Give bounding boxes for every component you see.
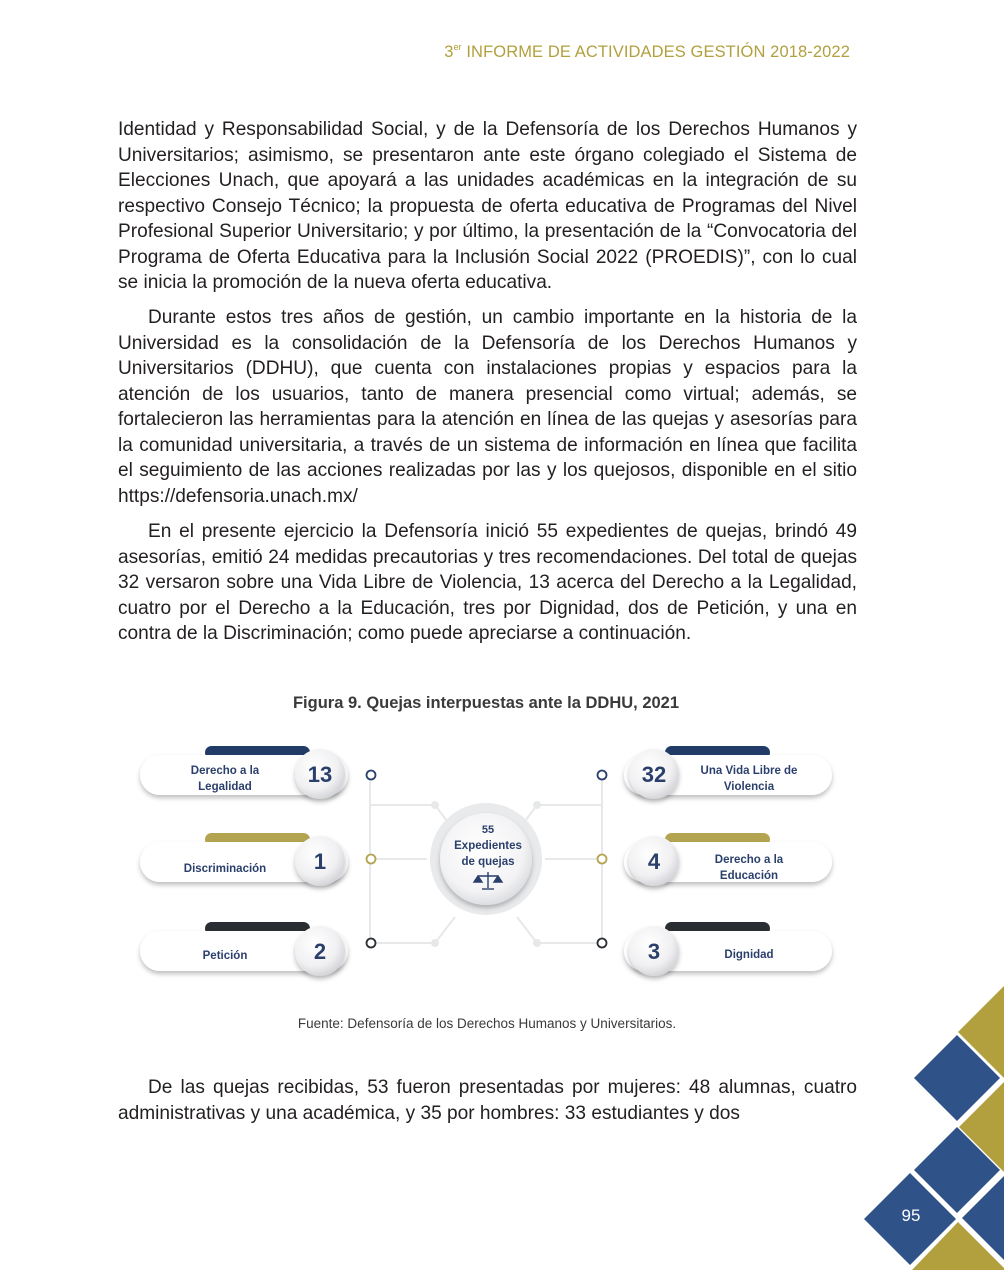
- corner-decoration: [860, 984, 1004, 1270]
- violencia-label-1: Una Vida Libre de: [700, 765, 798, 777]
- body-paragraph-3: En el presente ejercicio la Defensoría inició 55 expedientes de quejas, brindó 49 asesorías, emitió 24 medidas precautorias y tres recomendaciones. Del total de quejas 32 versaron sobre una Vida Libre de Violencia, 13 acerca del Derecho a la Legalidad, cuatro por el Derecho a la Educación, tres por Dignidad, dos de Petición, y una en contra de la Discriminación; como puede apreciarse a continuación.: [118, 521, 857, 644]
- right-item-educacion: [598, 833, 833, 886]
- figure-source: Fuente: Defensoría de los Derechos Humanos y Universitarios.: [297, 1016, 677, 1031]
- educacion-label-1: Derecho a la: [714, 854, 784, 866]
- violencia-node: [598, 771, 607, 780]
- legalidad-label-2: Legalidad: [198, 781, 252, 793]
- peticion-value: 2: [313, 939, 327, 964]
- violencia-value: 32: [641, 762, 667, 787]
- right-item-dignidad: [598, 922, 833, 976]
- discriminacion-value: 1: [313, 849, 327, 874]
- dignidad-value: 3: [647, 939, 661, 964]
- center-count: 55: [481, 824, 495, 836]
- body-paragraph-1: Identidad y Responsabilidad Social, y de la Defensoría de los Derechos Humanos y Universitarios; asimismo, se presentaron ante este órgano colegiado el Sistema de Elecciones Unach, que apoyará a las unidades académicas en la integración de su respectivo Consejo Técnico; la propuesta de oferta educativa de Programas del Nivel Profesional Superior Universitario; y por último, la presentación de la “Convocatoria del Programa de Oferta Educativa para la Inclusión Social 2022 (PROEDIS)”, con lo cual se inicia la promoción de la nueva oferta educativa.: [118, 119, 857, 293]
- header-ordinal: er: [453, 42, 462, 52]
- legalidad-value: 13: [307, 762, 333, 787]
- left-item-peticion: [140, 922, 376, 976]
- body-paragraph-4: De las quejas recibidas, 53 fueron presentadas por mujeres: 48 alumnas, cuatro administrativas y una académica, y 35 por hombres: 33 estudiantes y dos: [118, 1077, 857, 1124]
- header-title: INFORME DE ACTIVIDADES GESTIÓN 2018-2022: [466, 43, 850, 61]
- running-header: [444, 42, 850, 62]
- discriminacion-label: Discriminación: [183, 863, 267, 875]
- educacion-value: 4: [647, 849, 661, 874]
- dignidad-node: [598, 939, 607, 948]
- page-number: 95: [901, 1206, 921, 1225]
- body-paragraph-2: Durante estos tres años de gestión, un cambio importante en la historia de la Universidad es la consolidación de la Defensoría de los Derechos Humanos y Universitarios (DDHU), que cuenta con instalaciones propias y espacios para la atención de los usuarios, tanto de manera presencial como virtual; además, se fortalecieron las herramientas para la atención en línea de las quejas y asesorías para la comunidad universitaria, a través de un sistema de información en línea que facilita el seguimiento de las acciones realizadas por las y los quejosos, disponible en el sitio https://defensoria.unach.mx/: [118, 307, 857, 507]
- complaints-infographic: [130, 735, 850, 1000]
- figure-title: Figura 9. Quejas interpuestas ante la DDHU, 2021: [292, 694, 680, 712]
- peticion-node: [367, 939, 376, 948]
- violencia-label-2: Violencia: [723, 781, 775, 793]
- header-number: 3: [444, 43, 454, 61]
- educacion-label-2: Educación: [719, 870, 779, 882]
- legalidad-label-1: Derecho a la: [190, 765, 260, 777]
- left-item-legalidad: [140, 746, 376, 799]
- legalidad-node: [367, 771, 376, 780]
- dignidad-label: Dignidad: [724, 949, 774, 961]
- center-line2: de quejas: [461, 856, 515, 868]
- peticion-label: Petición: [202, 950, 248, 962]
- right-item-violencia: [598, 746, 833, 799]
- center-badge: [430, 803, 542, 915]
- educacion-node: [598, 855, 607, 864]
- left-item-discriminacion: [140, 833, 376, 886]
- discriminacion-node: [367, 855, 376, 864]
- center-line1: Expedientes: [454, 840, 522, 852]
